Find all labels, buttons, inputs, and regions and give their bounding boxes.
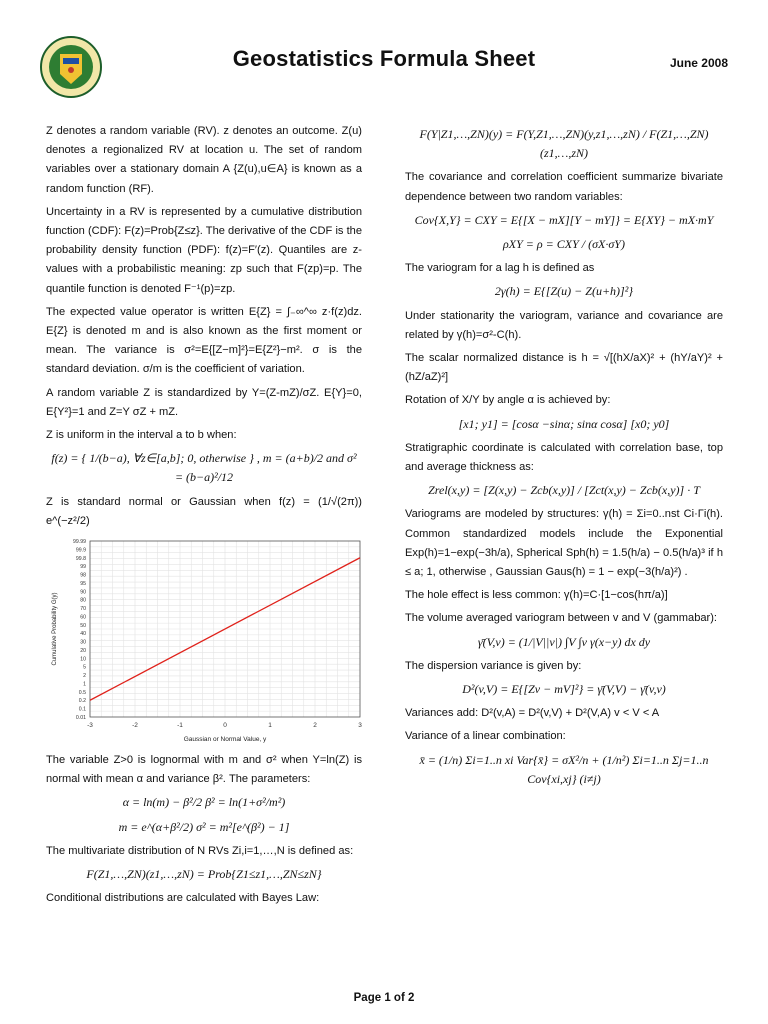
x-tick-label: -2 bbox=[132, 722, 138, 730]
y-tick-label: 40 bbox=[80, 631, 86, 638]
y-tick-label: 99 bbox=[80, 564, 86, 571]
y-tick-label: 98 bbox=[80, 572, 86, 579]
x-tick-label: 0 bbox=[223, 722, 227, 730]
lognormal-formula-2: m = e^(α+β²/2) σ² = m²[e^(β²) − 1] bbox=[118, 819, 290, 834]
y-tick-label: 50 bbox=[80, 622, 86, 629]
y-tick-label: 0.01 bbox=[75, 715, 86, 722]
dispersion-paragraph: The dispersion variance is given by: bbox=[405, 659, 582, 672]
lognormal-formula-1: α = ln(m) − β²/2 β² = ln(1+σ²/m²) bbox=[122, 795, 286, 810]
variogram-paragraph: The variogram for a lag h is defined as bbox=[405, 262, 595, 275]
gammabar-paragraph: The volume averaged variogram between v and V (gammabar): bbox=[405, 612, 718, 625]
definition-paragraph: Z denotes a random variable (RV). z denotes an outcome. Z(u) denotes a regionalized RV at location u. The set of random variables over a stationary domain A {Z(u),u∈A} is known as a random function (RF). bbox=[46, 125, 362, 195]
cdf-paragraph: Uncertainty in a RV is represented by a cumulative distribution function (CDF): F(z)=Prob{Z≤z}. The derivative of the CDF is the probability density function (PDF): f(z)=F′(z). Quantiles are z-values with a probabilistic meaning: zp such that F(zp)=p. The quantile function is denoted F⁻¹(p)=zp. bbox=[46, 205, 362, 295]
bayes-formula: F(Y|Z1,…,ZN)(y) = F(Y,Z1,…,ZN)(y,z1,…,zN) / F(Z1,…,ZN)(z1,…,zN) bbox=[419, 127, 709, 161]
covariance-paragraph: The covariance and correlation coefficient summarize bivariate dependence between two random variables: bbox=[405, 171, 723, 203]
document-date: June 2008 bbox=[669, 56, 728, 70]
multivariate-paragraph: The multivariate distribution of N RVs Zi,i=1,…,N is defined as: bbox=[46, 844, 354, 857]
y-tick-label: 95 bbox=[80, 580, 86, 587]
lognormal-paragraph: The variable Z>0 is lognormal with m and σ² when Y=ln(Z) is normal with mean α and variance β². The parameters: bbox=[46, 754, 362, 786]
y-tick-label: 10 bbox=[80, 656, 86, 663]
gammabar-formula: γ̄(V,v) = (1/|V||v|) ∫V ∫v γ(x−y) dx dy bbox=[477, 634, 651, 649]
y-tick-label: 99.9 bbox=[75, 547, 86, 554]
stratigraphic-paragraph: Stratigraphic coordinate is calculated with correlation base, top and average thickness as: bbox=[405, 441, 723, 474]
x-axis-label: Gaussian or Normal Value, y bbox=[183, 736, 267, 744]
bayes-paragraph: Conditional distributions are calculated with Bayes Law: bbox=[46, 892, 320, 905]
y-tick-label: 90 bbox=[80, 589, 86, 596]
uniform-formula: f(z) = { 1/(b−a), ∀z∈[a,b]; 0, otherwise } , m = (a+b)/2 and σ² = (b−a)²/12 bbox=[51, 451, 357, 485]
page-number: Page 1 of 2 bbox=[353, 992, 415, 1004]
linear-combination-paragraph: Variance of a linear combination: bbox=[405, 730, 566, 743]
x-tick-label: 3 bbox=[358, 722, 362, 730]
uniform-paragraph: Z is uniform in the interval a to b when: bbox=[46, 429, 237, 442]
y-tick-label: 70 bbox=[80, 606, 86, 613]
y-tick-label: 1 bbox=[83, 681, 86, 688]
covariance-formula: Cov{X,Y} = CXY = E{[X − mX][Y − mY]} = E{XY} − mX·mY bbox=[414, 212, 714, 227]
right-column bbox=[405, 122, 723, 794]
variances-add-paragraph: Variances add: D²(v,A) = D²(v,V) + D²(V,A) v < V < A bbox=[405, 707, 660, 720]
expected-value-paragraph: The expected value operator is written E{Z} = ∫₋∞^∞ z·f(z)dz. E{Z} is denoted m and is also known as the first moment or mean. The variance is σ²=E{[Z−m]²}=E{Z²}−m². σ is the standard deviation. σ/m is the coefficient of variation. bbox=[46, 305, 362, 376]
variogram-models-paragraph: Variograms are modeled by structures: γ(h) = Σi=0..nst Ci·Γi(h). Common standardized models include the Exponential Exp(h)=1−exp(−3h/a), Spherical Sph(h) = 1.5(h/a) − 0.5(h/a)³ if h ≤ a; 1, otherwise , Gaussian Gaus(h) = 1 − exp(−3(h/a)²) . bbox=[405, 508, 723, 579]
stratigraphic-formula: Zrel(x,y) = [Z(x,y) − Zcb(x,y)] / [Zct(x,y) − Zcb(x,y)] · T bbox=[428, 483, 700, 498]
dispersion-formula: D²(v,V) = E{[Zv − mV]²} = γ̄(V,V) − γ̄(v,v) bbox=[462, 682, 666, 697]
y-tick-label: 5 bbox=[83, 664, 86, 671]
y-tick-label: 30 bbox=[80, 639, 86, 646]
y-tick-label: 0.1 bbox=[78, 706, 86, 713]
standardized-paragraph: A random variable Z is standardized by Y=(Z-mZ)/σZ. E{Y}=0, E{Y²}=1 and Z=Y σZ + mZ. bbox=[46, 386, 362, 418]
multivariate-formula: F(Z1,…,ZN)(z1,…,zN) = Prob{Z1≤z1,…,ZN≤zN} bbox=[86, 867, 322, 882]
linear-combination-formula: x̄ = (1/n) Σi=1..n xi Var{x̄} = σX²/n + (1/n²) Σi=1..n Σj=1..n Cov{xi,xj} (i≠j) bbox=[419, 752, 709, 786]
rotation-paragraph: Rotation of X/Y by angle α is achieved by: bbox=[405, 394, 611, 407]
y-tick-label: 0.5 bbox=[78, 689, 86, 696]
page-title: Geostatistics Formula Sheet bbox=[232, 46, 536, 71]
x-tick-label: 1 bbox=[268, 722, 272, 730]
y-axis-label: Cumulative Probability G(y) bbox=[52, 592, 58, 666]
distance-paragraph: The scalar normalized distance is h = √[(hX/aX)² + (hY/aY)² + (hZ/aZ)²] bbox=[405, 352, 723, 384]
gaussian-paragraph: Z is standard normal or Gaussian when f(z) = (1/√(2π)) e^(−z²/2) bbox=[46, 495, 362, 527]
y-tick-label: 60 bbox=[80, 614, 86, 621]
left-column bbox=[46, 122, 362, 912]
rotation-formula: [x1; y1] = [cosα −sinα; sinα cosα] [x0; y0] bbox=[458, 416, 670, 431]
variogram-formula: 2γ(h) = E{[Z(u) − Z(u+h)]²} bbox=[494, 284, 634, 299]
y-tick-label: 2 bbox=[83, 673, 86, 680]
y-tick-label: 0.2 bbox=[78, 698, 86, 705]
y-tick-label: 80 bbox=[80, 597, 86, 604]
stationarity-paragraph: Under stationarity the variogram, variance and covariance are related by γ(h)=σ²-C(h). bbox=[405, 309, 723, 341]
correlation-formula: ρXY = ρ = CXY / (σX·σY) bbox=[503, 237, 625, 252]
y-tick-label: 99.99 bbox=[73, 539, 86, 546]
hole-effect-paragraph: The hole effect is less common: γ(h)=C·[1−cos(hπ/a)] bbox=[405, 589, 668, 602]
normal-probability-chart bbox=[46, 535, 362, 745]
y-tick-label: 20 bbox=[80, 648, 86, 655]
y-tick-label: 99.8 bbox=[75, 555, 86, 562]
normal-probability-svg bbox=[46, 535, 362, 745]
x-tick-label: -1 bbox=[177, 722, 183, 730]
x-tick-label: -3 bbox=[87, 722, 93, 730]
x-tick-label: 2 bbox=[313, 722, 317, 730]
